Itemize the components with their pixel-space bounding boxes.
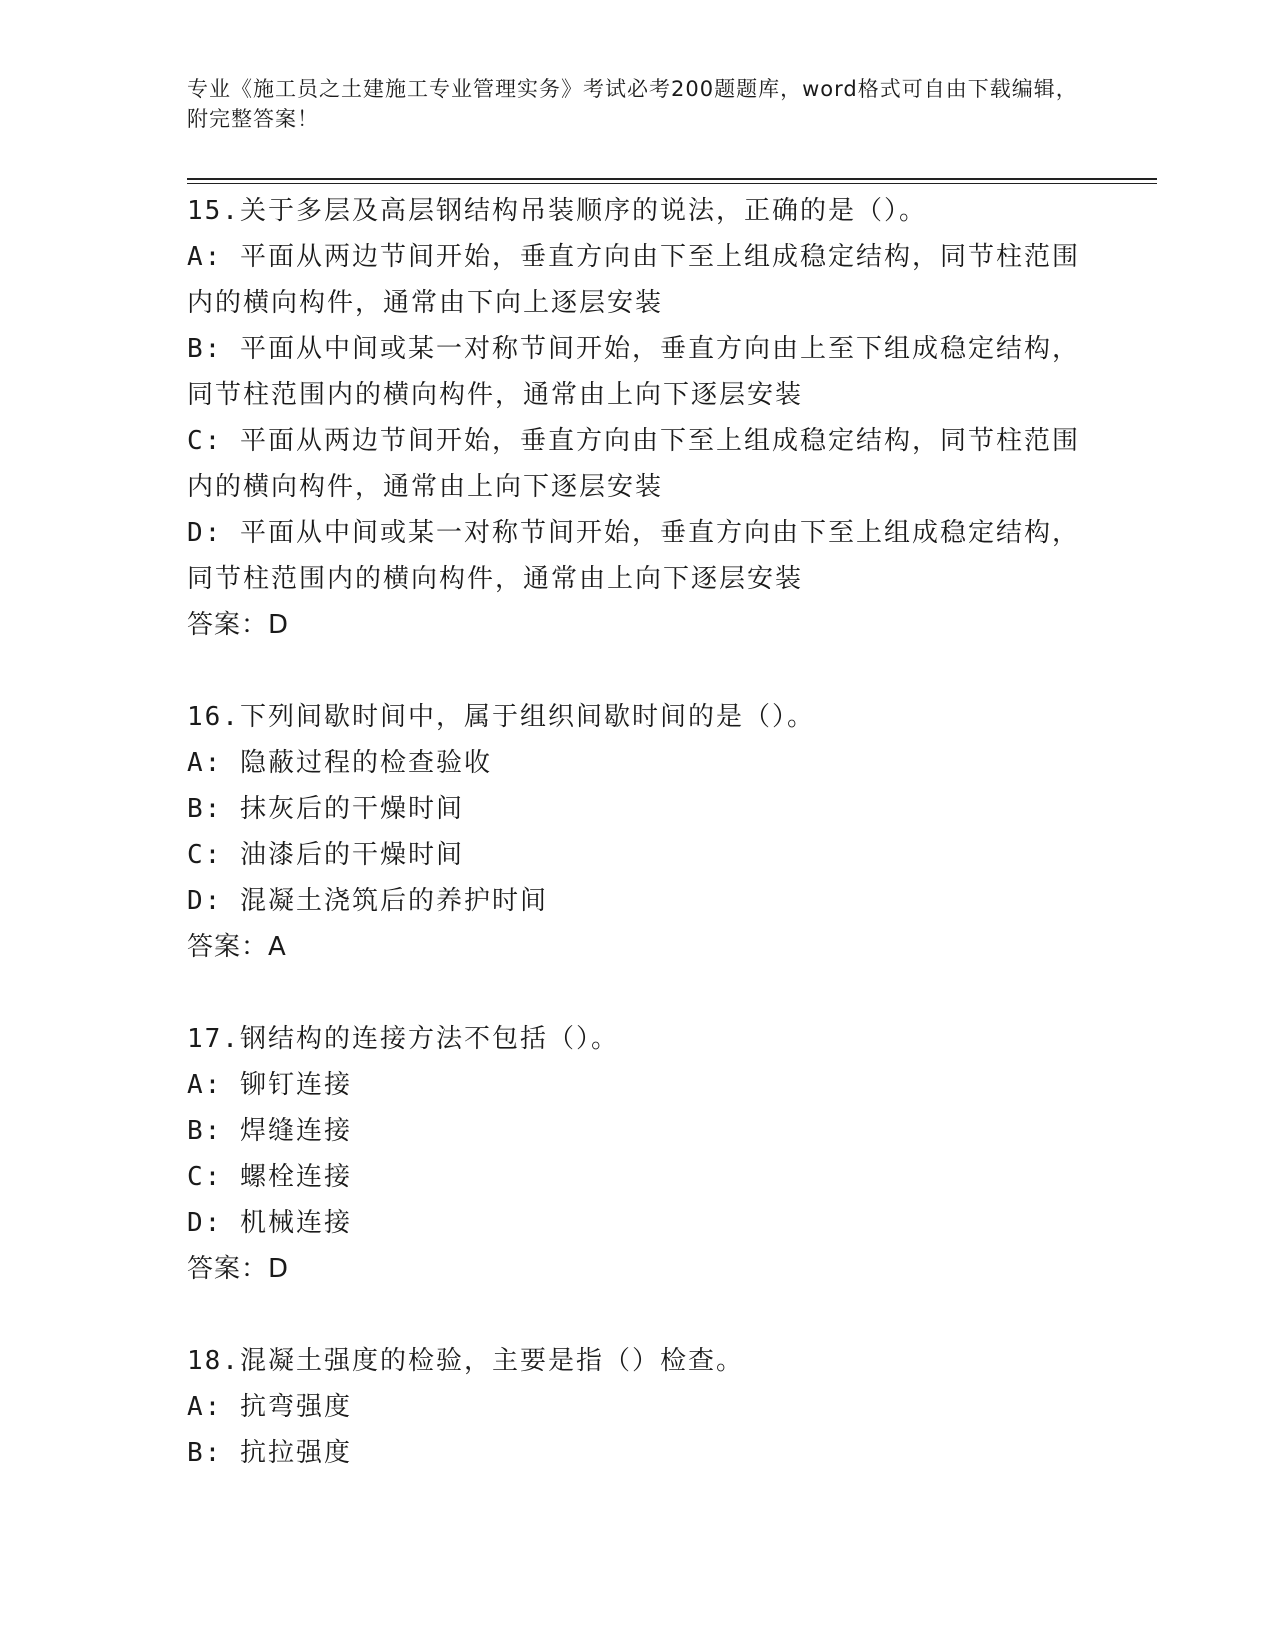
question-stem: 16.下列间歇时间中，属于组织间歇时间的是（）。: [187, 702, 815, 732]
question-18: [187, 1338, 1087, 1476]
option-a: A: 抗弯强度: [187, 1392, 352, 1422]
header-rule: [187, 178, 1157, 180]
option-a: A: 铆钉连接: [187, 1070, 352, 1100]
option-c: C: 平面从两边节间开始，垂直方向由下至上组成稳定结构，同节柱范围内的横向构件，通常由上向下逐层安装: [187, 426, 1080, 502]
answer-line: 答案：D: [187, 1254, 290, 1284]
question-17: [187, 1016, 1087, 1292]
option-d: D: 混凝土浇筑后的养护时间: [187, 886, 548, 916]
option-b: B: 抗拉强度: [187, 1438, 352, 1468]
question-stem: 15.关于多层及高层钢结构吊装顺序的说法，正确的是（）。: [187, 196, 927, 226]
option-b: B: 焊缝连接: [187, 1116, 352, 1146]
document-header: 专业《施工员之土建施工专业管理实务》考试必考200题题库，word格式可自由下载编辑，附完整答案！: [187, 77, 1078, 131]
option-b: B: 抹灰后的干燥时间: [187, 794, 464, 824]
option-a: A: 隐蔽过程的检查验收: [187, 748, 492, 778]
option-b: B: 平面从中间或某一对称节间开始，垂直方向由上至下组成稳定结构，同节柱范围内的横向构件，通常由上向下逐层安装: [187, 334, 1080, 410]
question-16: [187, 694, 1087, 970]
option-d: D: 平面从中间或某一对称节间开始，垂直方向由下至上组成稳定结构，同节柱范围内的横向构件，通常由上向下逐层安装: [187, 518, 1080, 594]
question-15: [187, 188, 1087, 648]
question-list: [187, 188, 1087, 1522]
option-d: D: 机械连接: [187, 1208, 352, 1238]
option-c: C: 螺栓连接: [187, 1162, 352, 1192]
option-a: A: 平面从两边节间开始，垂直方向由下至上组成稳定结构，同节柱范围内的横向构件，通常由下向上逐层安装: [187, 242, 1080, 318]
question-stem: 18.混凝土强度的检验，主要是指（）检查。: [187, 1346, 744, 1376]
header-rule-thin: [187, 183, 1157, 184]
answer-line: 答案：D: [187, 610, 290, 640]
question-stem: 17.钢结构的连接方法不包括（）。: [187, 1024, 619, 1054]
option-c: C: 油漆后的干燥时间: [187, 840, 464, 870]
answer-line: 答案：A: [187, 932, 287, 962]
